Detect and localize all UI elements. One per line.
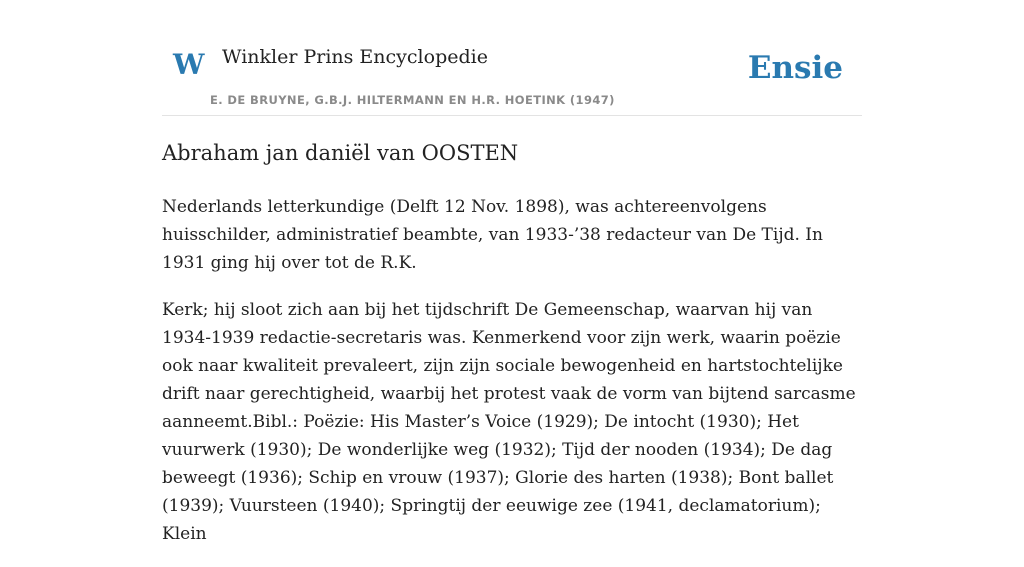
entry-paragraph: Nederlands letterkundige (Delft 12 Nov. 1898), was achtereenvolgens huisschilder, administratief beambte, van 1933-’38 redacteur van De Tijd. In 1931 ging hij over tot de R.K. (162, 197, 823, 273)
entry-paragraph: Kerk; hij sloot zich aan bij het tijdschrift De Gemeenschap, waarvan hij van 1934-1939 redactie-secretaris was. Kenmerkend voor zijn werk, waarin poëzie ook naar kwaliteit prevaleert, zijn zijn sociale bewogenheid en hartstochtelijke drift naar gerechtigheid, waarbij het protest vaak de vorm van bijtend sarcasme aanneemt.Bibl.: Poëzie: His Master’s Voice (1929); De intocht (1930); Het vuurwerk (1930); De wonderlijke weg (1932); Tijd der nooden (1934); De dag beweegt (1936); Schip en vrouw (1937); Glorie des harten (1938); Bont ballet (1939); Vuursteen (1940); Springtij der eeuwige zee (1941, declamatorium); Klein (162, 300, 856, 544)
winkler-prins-logo-icon[interactable]: W (173, 48, 205, 81)
encyclopedia-title[interactable]: Winkler Prins Encyclopedie (222, 46, 488, 68)
encyclopedia-header (162, 40, 862, 116)
entry-body (162, 193, 862, 567)
entry-title: Abraham jan daniël van OOSTEN (162, 141, 519, 165)
encyclopedia-authors: E. DE BRUYNE, G.B.J. HILTERMANN EN H.R. HOETINK (1947) (210, 93, 615, 107)
ensie-brand-logo[interactable]: Ensie (747, 50, 843, 86)
